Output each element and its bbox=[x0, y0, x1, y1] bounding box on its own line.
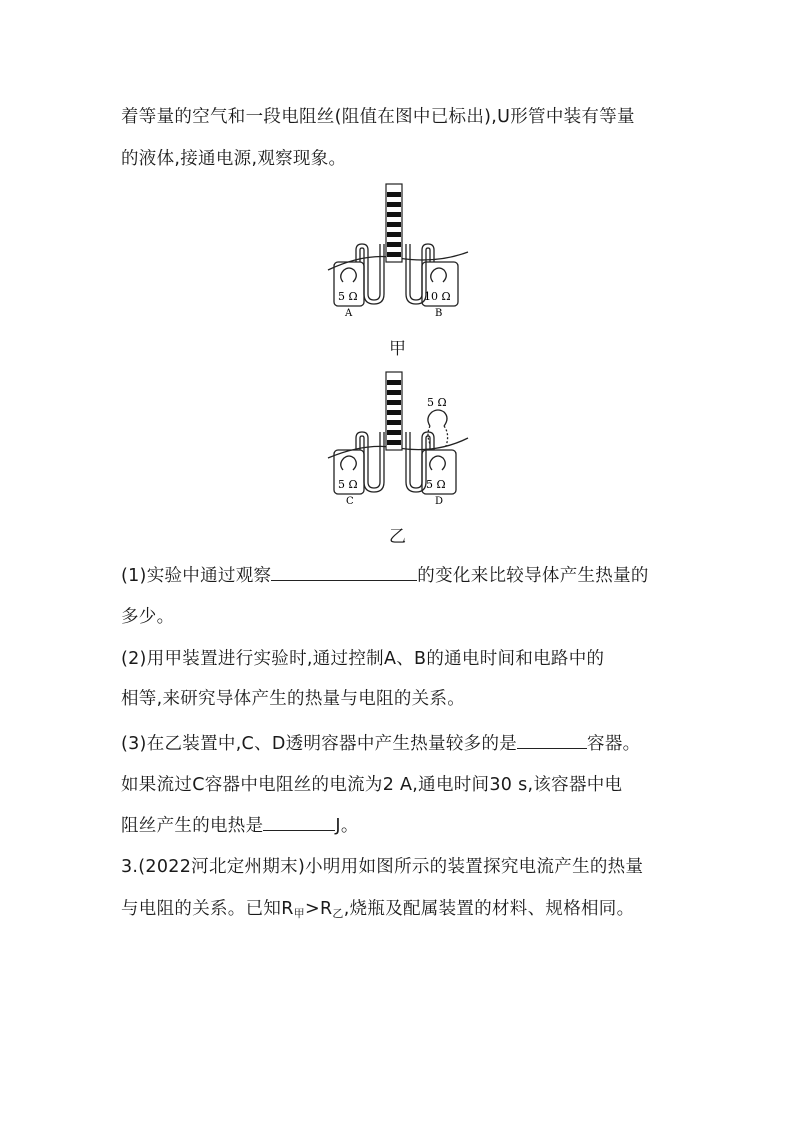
q3-text-b: 容器。 bbox=[587, 734, 641, 754]
intro-line-2: 的液体,接通电源,观察现象。 bbox=[121, 149, 347, 169]
q3-answer-blank-1[interactable] bbox=[517, 732, 587, 749]
figure-jia-caption: 甲 bbox=[389, 339, 406, 359]
q3-text-d: J。 bbox=[335, 816, 359, 836]
jia-left-resistor: 5 Ω bbox=[338, 290, 358, 303]
yi-left-resistor: 5 Ω bbox=[338, 478, 358, 491]
q1-answer-blank[interactable] bbox=[271, 564, 417, 581]
jia-left-label: A bbox=[345, 308, 353, 319]
q3-answer-blank-2[interactable] bbox=[263, 814, 335, 831]
p3-sub-yi: 乙 bbox=[332, 907, 344, 920]
jia-right-label: B bbox=[435, 308, 443, 319]
yi-left-label: C bbox=[346, 496, 354, 507]
question-3-line-3 bbox=[121, 814, 359, 837]
p3-text-b: >R bbox=[304, 899, 333, 919]
q3-text-a: (3)在乙装置中,C、D透明容器中产生热量较多的是 bbox=[121, 734, 518, 754]
question-2-line-1: (2)用甲装置进行实验时,通过控制A、B的通电时间和电路中的 bbox=[121, 649, 605, 669]
yi-right-resistor: 5 Ω bbox=[426, 478, 446, 491]
q1-text-b: 的变化来比较导体产生热量的 bbox=[417, 566, 649, 586]
p3-text-a: 与电阻的关系。已知R bbox=[121, 899, 294, 919]
yi-outside-resistor: 5 Ω bbox=[427, 396, 447, 409]
question-3-line-1 bbox=[121, 732, 640, 755]
p3-sub-jia: 甲 bbox=[293, 907, 305, 920]
jia-right-resistor: 10 Ω bbox=[424, 290, 451, 303]
problem-3-line-2 bbox=[121, 898, 634, 925]
question-1-line-2: 多少。 bbox=[121, 607, 175, 627]
q3-text-c: 阻丝产生的电热是 bbox=[121, 816, 264, 836]
figure-yi-apparatus bbox=[326, 370, 470, 510]
p3-text-c: ,烧瓶及配属装置的材料、规格相同。 bbox=[343, 899, 635, 919]
figure-yi-caption: 乙 bbox=[389, 527, 406, 547]
q1-text-a: (1)实验中通过观察 bbox=[121, 566, 272, 586]
problem-3-line-1: 3.(2022河北定州期末)小明用如图所示的装置探究电流产生的热量 bbox=[121, 857, 644, 877]
intro-line-1: 着等量的空气和一段电阻丝(阻值在图中已标出),U形管中装有等量 bbox=[121, 107, 635, 127]
question-2-line-2: 相等,来研究导体产生的热量与电阻的关系。 bbox=[121, 689, 466, 709]
question-3-line-2: 如果流过C容器中电阻丝的电流为2 A,通电时间30 s,该容器中电 bbox=[121, 775, 623, 795]
question-1-line-1 bbox=[121, 564, 649, 587]
figure-jia-apparatus bbox=[326, 182, 470, 322]
yi-right-label: D bbox=[435, 496, 444, 507]
